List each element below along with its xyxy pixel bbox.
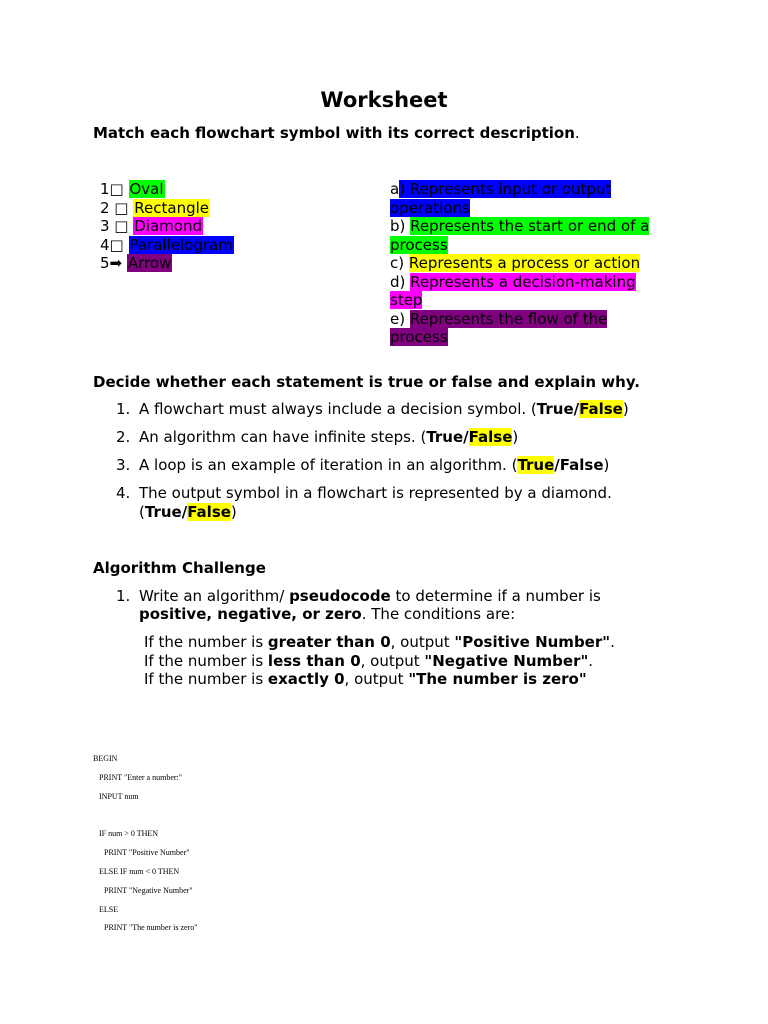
tf-item: [0, 456, 768, 474]
condition-text: If the number is: [144, 670, 268, 688]
code-line: BEGIN: [93, 754, 118, 763]
option-slash: /: [181, 502, 188, 521]
description-letter: d): [390, 272, 411, 291]
description-item: [390, 254, 660, 273]
description-list: [390, 180, 660, 347]
close-paren: ): [512, 428, 519, 446]
condition-keyword: exactly 0: [267, 670, 345, 688]
true-option: True: [144, 502, 182, 521]
symbol-item: [100, 199, 210, 218]
challenge-line-2: [139, 605, 515, 624]
code-line: ELSE: [99, 905, 119, 914]
tf-item-text-wrap: [139, 400, 659, 419]
match-instruction: [93, 123, 580, 143]
tf-item: [0, 484, 768, 522]
match-instruction-period: .: [574, 124, 580, 142]
description-text: Represents a process or action: [408, 254, 641, 272]
symbol-number: 5➡: [100, 254, 123, 272]
condition-end: .: [588, 651, 594, 670]
close-paren: ): [622, 400, 629, 418]
description-letter: e): [390, 309, 410, 328]
condition-end: .: [610, 633, 615, 651]
symbol-number: 1□: [100, 180, 124, 198]
tf-item-text-wrap: [139, 428, 659, 447]
symbol-item: [100, 217, 203, 236]
code-line: PRINT "Positive Number": [104, 848, 190, 857]
description-text: Represents a decision-making step: [390, 272, 636, 309]
challenge-text: to determine if a number is: [390, 587, 601, 605]
option-slash: /: [463, 428, 469, 446]
symbol-label: Arrow: [127, 254, 172, 272]
challenge-number: 1.: [116, 587, 131, 605]
condition-keyword: greater than 0: [267, 633, 391, 651]
page-title: Worksheet: [320, 88, 448, 112]
option-slash: /: [554, 456, 560, 474]
code-line: ELSE IF num < 0 THEN: [99, 867, 180, 876]
condition-text: , output: [344, 670, 409, 688]
description-letter: a: [390, 180, 400, 198]
description-letter: c): [390, 254, 409, 272]
tf-item-number: 1.: [116, 400, 131, 418]
tf-item-text-wrap: [139, 456, 659, 475]
code-line: PRINT "The number is zero": [104, 923, 198, 932]
description-item: [390, 180, 660, 217]
description-item: [390, 310, 660, 347]
symbol-label: Diamond: [134, 217, 202, 235]
true-option: True: [517, 456, 555, 474]
symbol-item: [100, 180, 165, 199]
tf-item-text-wrap: [139, 484, 639, 521]
condition-output: "The number is zero": [408, 670, 587, 688]
condition-text: , output: [360, 651, 425, 670]
code-line: IF num > 0 THEN: [99, 829, 159, 838]
description-text: Represents the start or end of a process: [390, 217, 650, 254]
tf-heading: Decide whether each statement is true or false and explain why.: [93, 373, 640, 391]
description-text: Represents the flow of the process: [390, 309, 608, 346]
condition-output: "Positive Number": [454, 633, 611, 651]
close-paren: ): [603, 456, 610, 474]
description-item: [390, 217, 660, 254]
challenge-heading: Algorithm Challenge: [93, 559, 266, 577]
condition-text: If the number is: [144, 633, 268, 651]
condition-line: [144, 633, 615, 652]
tf-item: [0, 428, 768, 446]
challenge-keyword: positive, negative, or zero: [139, 605, 362, 623]
challenge-line-1: [139, 587, 601, 606]
tf-statement: A flowchart must always include a decision symbol. (: [139, 400, 537, 418]
symbol-label: Oval: [129, 180, 164, 198]
condition-text: , output: [390, 633, 455, 651]
description-letter: b): [390, 217, 411, 235]
tf-statement: The output symbol in a flowchart is represented by a diamond. (: [139, 484, 612, 521]
symbol-number: 2 □: [100, 198, 129, 217]
symbol-number: 3 □: [100, 217, 129, 235]
symbol-item: [100, 254, 172, 273]
symbol-label: Rectangle: [134, 198, 209, 217]
option-slash: /: [573, 400, 580, 418]
false-option: False: [187, 502, 231, 521]
challenge-text: Write an algorithm/: [139, 587, 290, 605]
tf-item: [0, 400, 768, 418]
false-option: False: [559, 456, 604, 474]
condition-text: If the number is: [144, 651, 268, 670]
condition-line: [144, 670, 587, 689]
false-option: False: [468, 428, 513, 446]
description-item: [390, 273, 660, 310]
match-instruction-text: Match each flowchart symbol with its correct description: [93, 124, 575, 142]
symbol-item: [100, 236, 234, 255]
close-paren: ): [230, 502, 237, 521]
condition-line: [144, 652, 593, 671]
code-line: PRINT "Enter a number:": [99, 773, 183, 782]
symbol-number: 4□: [100, 235, 124, 254]
description-text: ) Represents input or output operations: [390, 180, 612, 217]
tf-statement: An algorithm can have infinite steps. (: [139, 428, 427, 446]
tf-item-number: 3.: [116, 456, 131, 474]
challenge-text: . The conditions are:: [361, 605, 516, 623]
true-option: True: [536, 400, 574, 418]
code-line: INPUT num: [99, 792, 139, 801]
challenge-keyword: pseudocode: [289, 587, 391, 605]
tf-item-number: 4.: [116, 484, 131, 502]
code-line: PRINT "Negative Number": [104, 886, 193, 895]
condition-output: "Negative Number": [424, 651, 589, 670]
condition-keyword: less than 0: [267, 651, 361, 670]
false-option: False: [579, 400, 623, 418]
true-option: True: [426, 428, 464, 446]
symbol-label: Parallelogram: [129, 235, 233, 254]
tf-item-number: 2.: [116, 428, 131, 446]
tf-statement: A loop is an example of iteration in an algorithm. (: [139, 456, 518, 474]
